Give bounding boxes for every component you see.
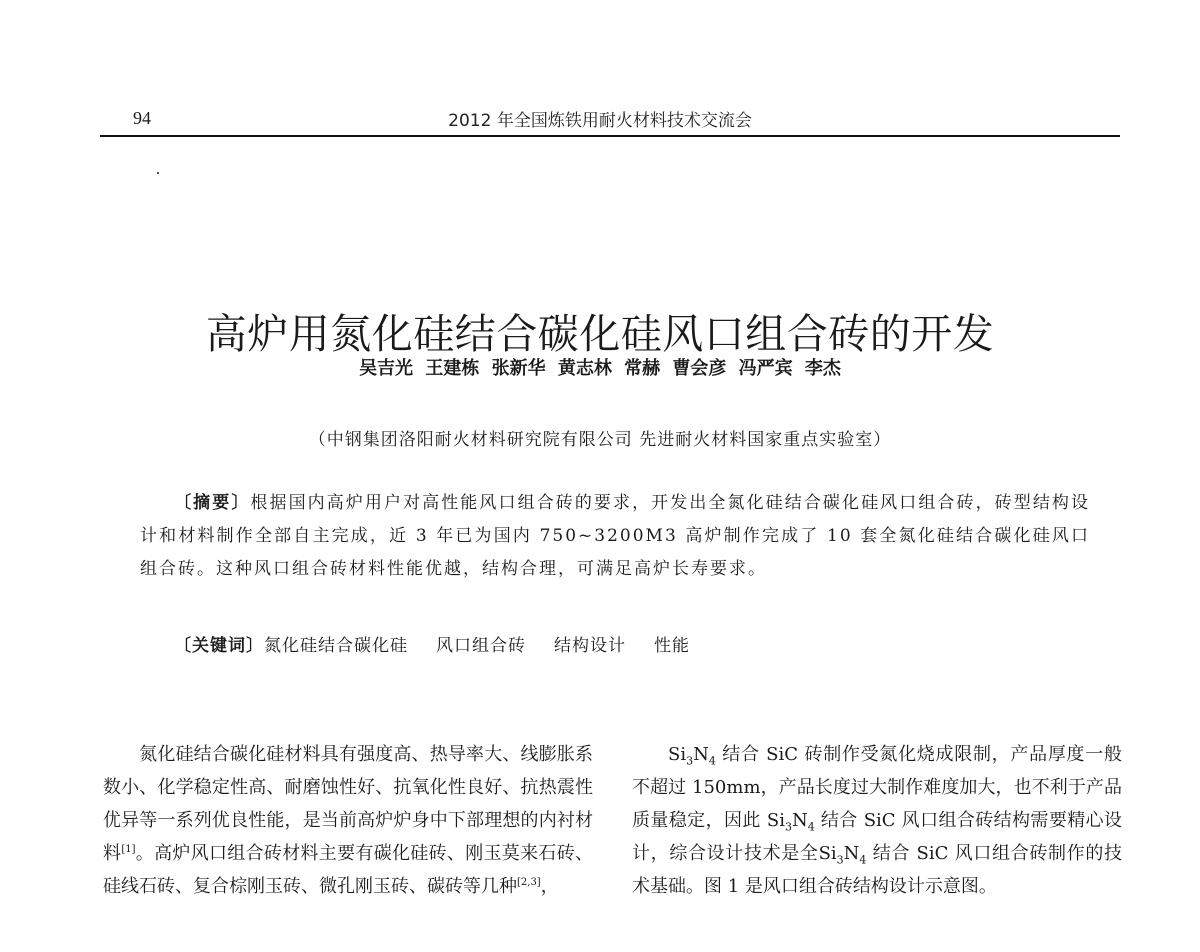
chem-n: N <box>843 843 860 864</box>
header-rule <box>100 135 1120 137</box>
chem-subscript: 4 <box>708 754 716 768</box>
body-text: 结合 SiC 风口组合砖结构需要精心设计，综合设计技术是全 <box>632 810 1122 864</box>
keywords-label: 〔关键词〕 <box>174 636 264 656</box>
chem-subscript: 3 <box>836 853 844 867</box>
body-left-column <box>103 738 593 903</box>
chem-si: Si <box>668 744 687 765</box>
keyword: 风口组合砖 <box>436 636 526 656</box>
keyword: 性能 <box>654 636 690 656</box>
citation: [2,3] <box>517 877 541 888</box>
chem-subscript: 3 <box>784 820 792 834</box>
abstract <box>140 487 1090 586</box>
paper-title: 高炉用氮化硅结合碳化硅风口组合砖的开发 <box>205 310 995 359</box>
author-list: 吴吉光 王建栋 张新华 黄志林 常赫 曹会彦 冯严宾 李杰 <box>359 358 841 379</box>
body-right-column <box>632 738 1122 903</box>
body-text: 结合 SiC 风口组合砖制作的技术基础。图 1 是风口组合砖结构设计示意图。 <box>632 843 1122 897</box>
chem-subscript: 4 <box>807 820 815 834</box>
chem-subscript: 4 <box>859 853 867 867</box>
page-number: 94 <box>133 108 151 128</box>
keywords <box>174 631 690 656</box>
chem-si: Si <box>818 843 837 864</box>
chem-si: Si <box>766 810 785 831</box>
running-header: 2012 年全国炼铁用耐火材料技术交流会 <box>448 111 752 131</box>
body-text: 氮化硅结合碳化硅材料具有强度高、热导率大、线膨胀系数小、化学稳定性高、耐磨蚀性好、抗氧化性良好、抗热震性优异等一系列优良性能，是当前高炉炉身中下部理想的内衬材料 <box>103 744 593 864</box>
body-text: 。高炉风口组合砖材料主要有碳化硅砖、刚玉莫来石砖、硅线石砖、复合棕刚玉砖、微孔刚玉砖、碳砖等几种 <box>103 843 594 897</box>
chem-n: N <box>791 810 808 831</box>
chem-subscript: 3 <box>686 754 694 768</box>
keyword: 结构设计 <box>554 636 626 656</box>
citation: [1] <box>121 844 136 855</box>
affiliation: （中钢集团洛阳耐火材料研究院有限公司 先进耐火材料国家重点实验室） <box>308 430 892 450</box>
body-text: 结合 SiC 砖制作受氮化烧成限制，产品厚度一般不超过 150mm，产品长度过大制作难度加大，也不利于产品质量稳定，因此 <box>632 744 1122 831</box>
body-text: ， <box>540 876 559 897</box>
keyword: 氮化硅结合碳化硅 <box>264 636 408 656</box>
scan-speck <box>157 172 159 174</box>
chem-n: N <box>693 744 709 765</box>
abstract-label: 〔摘要〕 <box>174 493 251 513</box>
abstract-text: 根据国内高炉用户对高性能风口组合砖的要求，开发出全氮化硅结合碳化硅风口组合砖，砖型结构设计和材料制作全部自主完成，近 3 年已为国内 750~3200M3 高炉制作完成了 10 套全氮化硅结合碳化硅风口组合砖。这种风口组合砖材料性能优越，结构合理，可满足高炉长寿要求。 <box>140 493 1091 579</box>
